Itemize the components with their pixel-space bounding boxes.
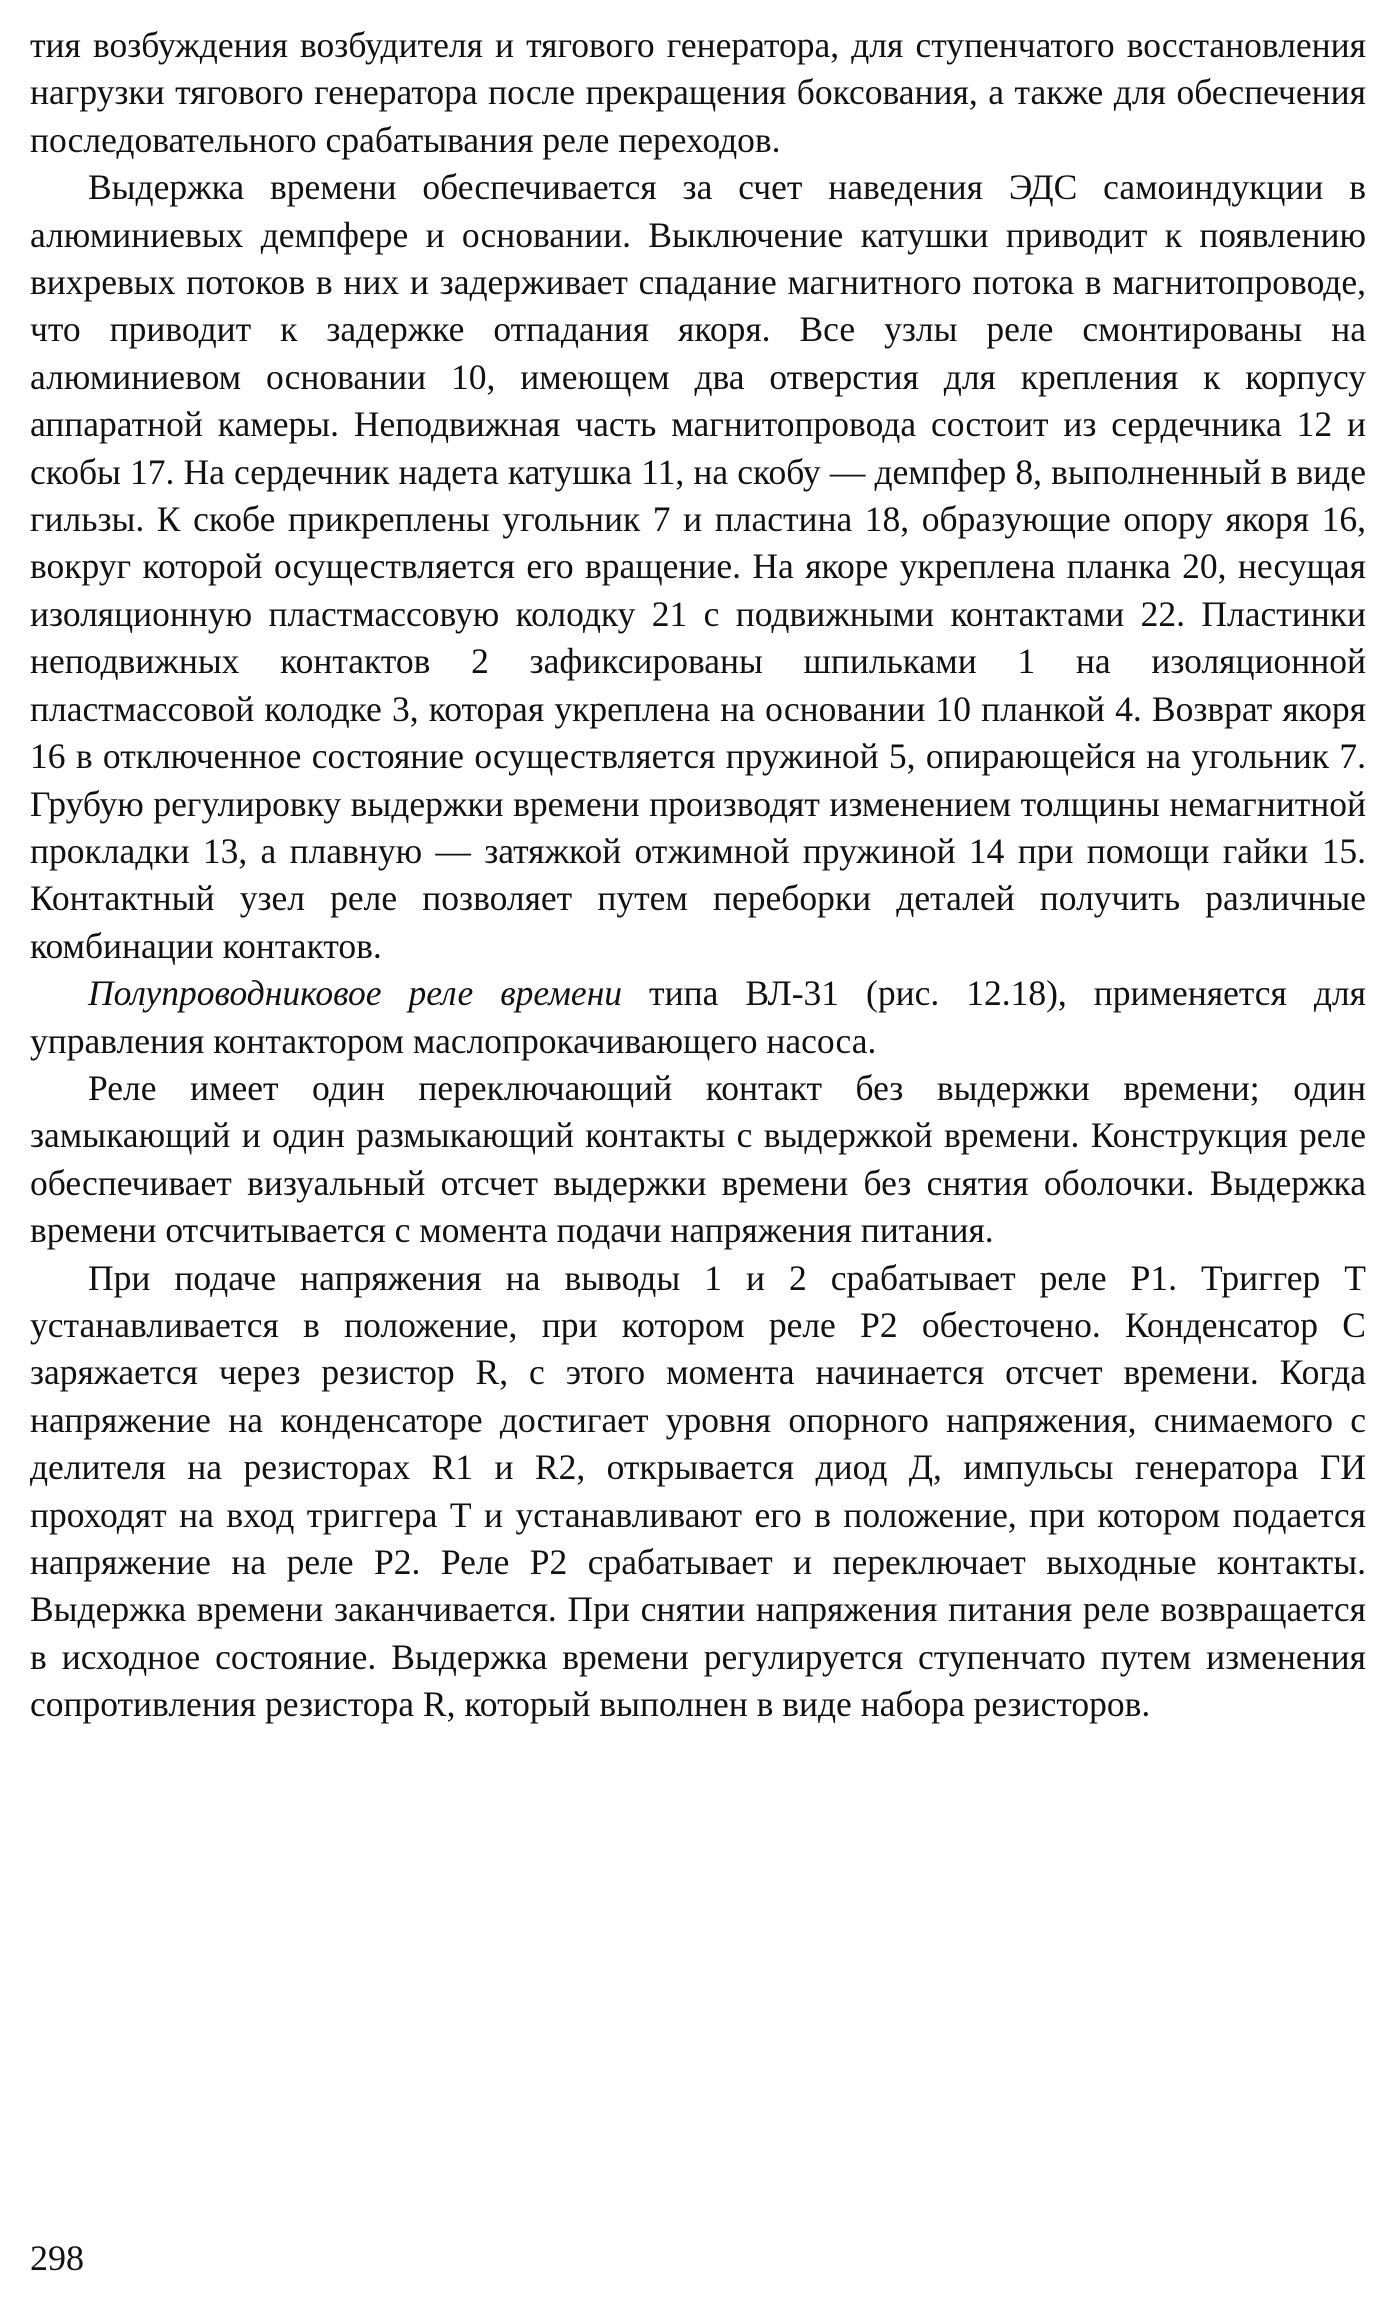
paragraph-4-text: Реле имеет один переключающий контакт без выдержки времени; один замыкающий и один размыкающий контакты с выдержкой времени. Конструкция реле обеспечивает визуальный отсчет выдержки времени без снятия оболочки. Выдержка времени отсчитывается с момента подачи напряжения питания. bbox=[30, 1067, 1366, 1251]
paragraph-5-text: При подаче напряжения на выводы 1 и 2 срабатывает реле Р1. Триггер Т устанавливается в положение, при котором реле Р2 обесточено. Конденсатор С заряжается через резистор R, с этого момента начинается отсчет времени. Когда напряжение на конденсаторе достигает уровня опорного напряжения, снимаемого с делителя на резисторах R1 и R2, открывается диод Д, импульсы генератора ГИ проходят на вход триггера Т и устанавливают его в положение, при котором подается напряжение на реле Р2. Реле Р2 срабатывает и переключает выходные контакты. Выдержка времени заканчивается. При снятии напряжения питания реле возвращается в исходное состояние. Выдержка времени регулируется ступенчато путем изменения сопротивления резистора R, который выполнен в виде набора резисторов. bbox=[30, 1257, 1366, 1725]
page-number: 298 bbox=[30, 2238, 84, 2278]
paragraph-3-text: типа ВЛ-31 (рис. 12.18), применяется для управления контактором маслопрокачивающего насоса. bbox=[30, 973, 1366, 1061]
paragraph-1-text: тия возбуждения возбудителя и тягового генератора, для ступенчатого восстановления нагрузки тягового генератора после прекращения боксования, а также для обеспечения последовательного срабатывания реле переходов. bbox=[30, 25, 1366, 160]
paragraph-2-text: Выдержка времени обеспечивается за счет наведения ЭДС самоиндукции в алюминиевых демпфере и основании. Выключение катушки приводит к появлению вихревых потоков в них и задерживает спадание магнитного потока в магнитопроводе, что приводит к задержке отпадания якоря. Все узлы реле смонтированы на алюминиевом основании 10, имеющем два отверстия для крепления к корпусу аппаратной камеры. Неподвижная часть магнитопровода состоит из сердечника 12 и скобы 17. На сердечник надета катушка 11, на скобу — демпфер 8, выполненный в виде гильзы. К скобе прикреплены угольник 7 и пластина 18, образующие опору якоря 16, вокруг которой осуществляется его вращение. На якоре укреплена планка 20, несущая изоляционную пластмассовую колодку 21 с подвижными контактами 22. Пластинки неподвижных контактов 2 зафиксированы шпильками 1 на изоляционной пластмассовой колодке 3, которая укреплена на основании 10 планкой 4. Возврат якоря 16 в отключенное состояние осуществляется пружиной 5, опирающейся на угольник 7. Грубую регулировку выдержки времени производят изменением толщины немагнитной прокладки 13, а плавную — затяжкой отжимной пружиной 14 при помощи гайки 15. Контактный узел реле позволяет путем переборки деталей получить различные комбинации контактов. bbox=[30, 167, 1366, 966]
paragraph-3 bbox=[30, 970, 1366, 1065]
paragraph-5 bbox=[30, 1255, 1366, 1729]
page-body bbox=[30, 22, 1366, 1729]
paragraph-1 bbox=[30, 22, 1366, 164]
paragraph-2 bbox=[30, 164, 1366, 970]
paragraph-4 bbox=[30, 1065, 1366, 1255]
paragraph-3-italic-lead: Полупроводниковое реле времени bbox=[88, 973, 623, 1014]
